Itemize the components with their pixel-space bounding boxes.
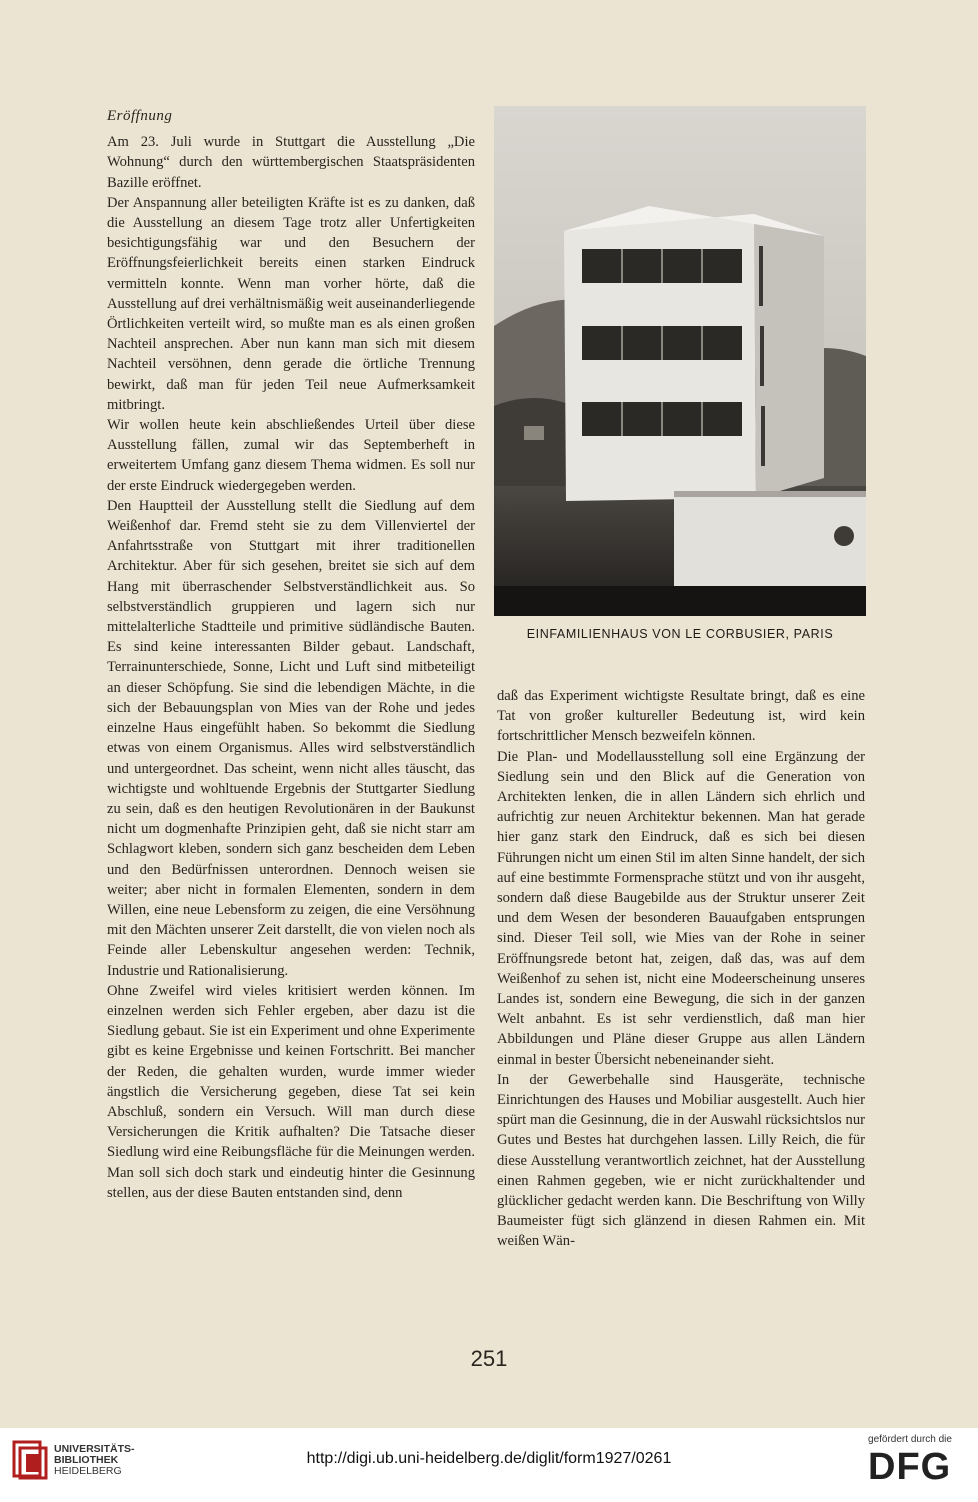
library-name-line: HEIDELBERG [54,1465,122,1477]
funded-by-label: gefördert durch die [868,1434,952,1445]
paragraph: In der Gewerbehalle sind Hausgeräte, technische Einrichtungen des Hauses und Mobiliar ausgestellt. Auch hier spürt man die Gesinnung, die in der Auswahl rücksichtslos nur Gutes und Bestes hat durchgehen lassen. Lilly Reich, die für diese Ausstellung verantwortlich zeichnet, hat der Ausstellung einen Rahmen gegeben, wie er nicht zurückhaltender und glücklicher gedacht werden kann. Die Beschriftung von Willy Baumeister fügt sich glänzend in diesen Rahmen ein. Mit weißen Wän- [497,1071,865,1250]
section-heading: Eröffnung [107,108,173,124]
library-name-line: BIBLIOTHEK [54,1454,119,1466]
library-name-line: UNIVERSITÄTS- [54,1443,135,1455]
house-photo [494,106,866,616]
paragraph: Ohne Zweifel wird vieles kritisiert werden können. Im einzelnen werden sich Fehler ergeben, aber dazu ist die Siedlung gebaut. Sie ist ein Experiment und ohne Experimente gibt es keine Ergebnisse und keinen Fortschritt. Bei mancher der Reden, die gehalten wurden, wurde immer wieder ängstlich die Versicherung gegeben, diese Tat sei kein Abschluß, sondern ein Versuch. Will man durch diese Versicherungen die Kritik aufhalten? Die Tatsache dieser Siedlung wird eine Reibungsfläche für die Meinungen werden. Man soll sich doch stark und eindeutig hinter die Gesinnung stellen, aus der diese Bauten entstanden sind, denn [107,982,475,1201]
right-column [497,686,865,1252]
source-url-link[interactable]: http://digi.ub.uni-heidelberg.de/diglit/form1927/0261 [306,1450,672,1467]
paragraph: daß das Experiment wichtigste Resultate bringt, daß es eine Tat von großer kultureller Bedeutung ist, wird kein fortschrittlicher Mensch bezweifeln können. [497,688,865,745]
paragraph: Am 23. Juli wurde in Stuttgart die Ausstellung „Die Wohnung“ durch den württembergischen Staatspräsidenten Bazille eröffnet. [107,134,475,191]
left-column [107,106,475,1203]
paragraph: Wir wollen heute kein abschließendes Urteil über diese Ausstellung fällen, zumal wir das Septemberheft in erweitertem Umfang ganz diesem Thema widmen. Es soll nur der erste Eindruck wiedergegeben werden. [107,417,475,494]
paragraph: Den Hauptteil der Ausstellung stellt die Siedlung auf dem Weißenhof dar. Fremd steht sie zu dem Villenviertel der Anfahrtsstraße von Stuttgart mit ihrer traditionellen Architektur. Aber für sich gesehen, breitet sie sich auf dem Hang mit überraschender Selbstverständlichkeit aus. So selbstverständlich gruppieren und lagern sich nur mittelalterliche Stadtteile und primitive südländische Bauten. Es sind keine interessanten Bilder gebaut. Landschaft, Terrainunterschiede, Sonne, Licht und Luft sind mitbeteiligt an dieser Schöpfung. Sie sind die lebendigen Mächte, in die sich der Bebauungsplan von Mies van der Rohe und jedes einzelne Haus eingefühlt haben. So bekommt die Siedlung etwas von einem Organismus. Alles wird selbstverständlich und untergeordnet. Das scheint, wenn nicht alles täuscht, das wichtigste und wohltuende Ergebnis der Stuttgarter Siedlung zu sein, daß es den heutigen Revolutionären in der Baukunst nicht um dogmenhafte Prinzipien geht, daß sie nicht starr am Schlagwort kleben, sondern sich ganz bescheiden dem Leben und den Bedürfnissen unterordnen. Dennoch weisen sie weiter; aber nicht in formalen Elementen, sondern in dem Willen, eine neue Lebensform zu zeigen, die eine Versöhnung mit den Mächten unserer Zeit darstellt, die von vielen noch als Feinde aller Lebenskultur angesehen werden: Technik, Industrie und Rationalisierung. [107,497,475,979]
photo-caption: EINFAMILIENHAUS VON LE CORBUSIER, PARIS [526,627,834,641]
paragraph: Der Anspannung aller beteiligten Kräfte ist es zu danken, daß die Ausstellung an diesem Tage trotz aller Unfertigkeiten besichtigungsfähig war und den Besuchern der Eröffnungsfeierlichkeit bereits einen starken Eindruck vermitteln konnte. Wenn man vorher hörte, daß die Ausstellung auf drei verhältnismäßig weit auseinanderliegende Örtlichkeiten verteilt wird, so mußte man es als einen großen Nachteil ansprechen. Aber nun kann man sich mit diesem Nachteil versöhnen, denn gerade die örtliche Trennung bewirkt, daß man für jeden Teil neue Aufmerksamkeit mitbringt. [107,194,475,413]
dfg-logo: DFG [868,1446,952,1488]
page-number: 251 [470,1346,508,1371]
paragraph: Die Plan- und Modellausstellung soll eine Ergänzung der Siedlung sein und den Blick auf die Generation von Architekten lenken, die in allen Ländern sich ehrlich und aufrichtig zur neuen Architektur bekennen. Man hat gerade hier ganz stark den Eindruck, daß es sich bei diesen Führungen nicht um einen Stil im alten Sinne handelt, der sich auf eine bestimmte Formensprache stützt und von ihr ausgeht, sondern daß diese Baugebilde aus der Struktur unserer Zeit und dem Wesen der besonderen Bauaufgaben entsprungen sind. Dieser Teil soll, wie Mies van der Rohe in seiner Eröffnungsrede betont hat, zeigen, daß das, was auf dem Weißenhof zu sehen ist, nicht eine Modeerscheinung unseres Landes ist, sondern eine Bewegung, die sich in der ganzen Welt anbahnt. Es ist sehr verdienstlich, daß man hier Abbildungen und Pläne dieser Gruppe aus allen Ländern einmal in bester Übersicht nebeneinander sieht. [497,748,865,1068]
